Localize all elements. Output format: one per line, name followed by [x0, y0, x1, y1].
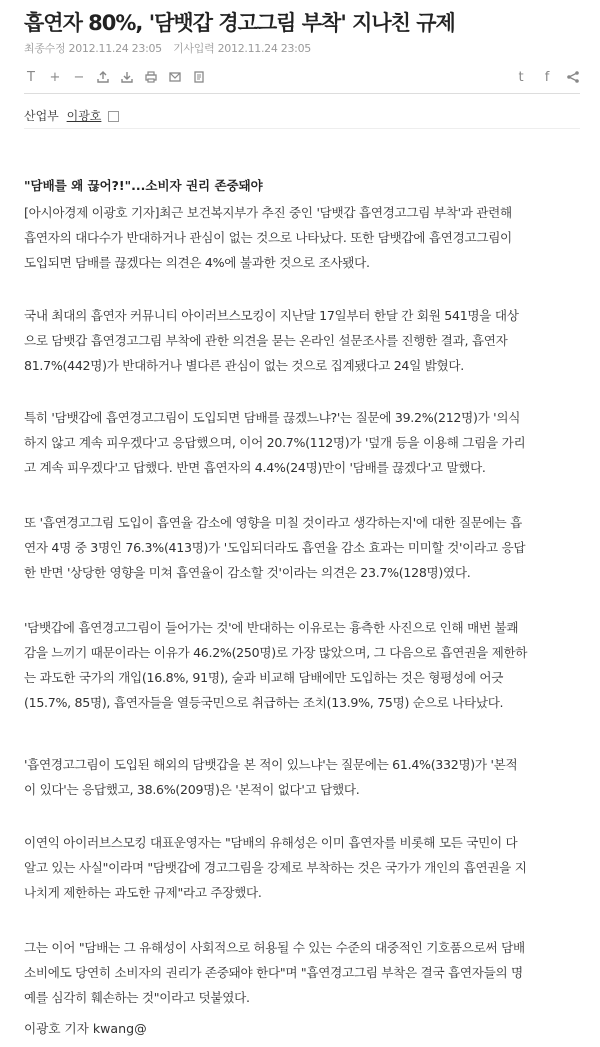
paragraph-line: 도입되면 담배를 끊겠다는 의견은 4%에 불과한 것으로 조사됐다. — [24, 255, 370, 270]
paragraph-line: 는 과도한 국가의 개입(16.8%, 91명), 술과 비교해 담배에만 도입하는 것은 형평성에 어긋 — [24, 670, 504, 685]
zoom-in-icon[interactable]: + — [49, 70, 61, 85]
department: 산업부 — [24, 109, 59, 123]
article-paragraph — [24, 752, 580, 802]
bookmark-icon[interactable] — [192, 70, 206, 86]
print-icon[interactable] — [144, 70, 158, 86]
paragraph-line: 나치게 제한하는 과도한 규제"라고 주장했다. — [24, 885, 262, 900]
article-title: 흡연자 80%, '담뱃갑 경고그림 부착' 지나친 규제 — [24, 11, 455, 35]
published-date: 기사입력 2012.11.24 23:05 — [173, 42, 311, 55]
paragraph-line: 흡연자의 대다수가 반대하거나 관심이 없는 것으로 나타났다. 또한 담뱃갑에 흡연경고그림이 — [24, 230, 512, 245]
text-size-icon[interactable]: T — [27, 70, 35, 85]
paragraph-line: 소비에도 당연히 소비자의 권리가 존중돼야 한다"며 "흡연경고그림 부착은 결국 흡연자들의 명 — [24, 965, 523, 980]
paragraph-line: 그는 이어 "담배는 그 유해성이 사회적으로 허용될 수 있는 수준의 대중적인 기호품으로써 담배 — [24, 940, 525, 955]
article-paragraph — [24, 510, 580, 585]
paragraph-line: 한 반면 '상당한 영향을 미쳐 흡연율이 감소할 것'이라는 의견은 23.7%(128명)였다. — [24, 565, 471, 580]
divider — [24, 128, 580, 129]
paragraph-line: 이 있다'는 응답했고, 38.6%(209명)은 '본적이 없다'고 답했다. — [24, 782, 360, 797]
paragraph-line: 특히 '담뱃갑에 흡연경고그림이 도입되면 담배를 끊겠느냐?'는 질문에 39.2%(212명)가 '의식 — [24, 410, 521, 425]
byline — [24, 107, 119, 124]
facebook-icon[interactable]: f — [544, 70, 550, 85]
article-paragraph — [24, 830, 580, 905]
paragraph-line: 국내 최대의 흡연자 커뮤니티 아이러브스모킹이 지난달 17일부터 한달 간 회원 541명을 대상 — [24, 308, 519, 323]
twitter-icon[interactable]: t — [518, 70, 524, 85]
upload-icon[interactable] — [96, 70, 110, 86]
article-subhead: "담배를 왜 끊어?!"...소비자 권리 존중돼야 — [24, 178, 263, 193]
article-paragraph — [24, 615, 580, 715]
paragraph-line: [아시아경제 이광호 기자]최근 보건복지부가 추진 중인 '담뱃갑 흡연경고그림 부착'과 관련해 — [24, 205, 512, 220]
reporter-signature: 이광호 기자 kwang@ — [24, 1021, 147, 1036]
paragraph-line: 81.7%(442명)가 반대하거나 별다른 관심이 없는 것으로 집계됐다고 24일 밝혔다. — [24, 358, 464, 373]
paragraph-line: 또 '흡연경고그림 도입이 흡연율 감소에 영향을 미칠 것이라고 생각하는지'에 대한 질문에는 흡 — [24, 515, 522, 530]
article-meta — [24, 40, 319, 56]
paragraph-line: 으로 담뱃갑 흡연경고그림 부착에 관한 의견을 묻는 온라인 설문조사를 진행한 결과, 흡연자 — [24, 333, 508, 348]
paragraph-line: 하지 않고 계속 피우겠다'고 응답했으며, 이어 20.7%(112명)가 '덮개 등을 이용해 그림을 가리 — [24, 435, 526, 450]
zoom-out-icon[interactable]: − — [73, 70, 85, 85]
author-link[interactable]: 이광호 — [66, 109, 102, 123]
paragraph-line: 예를 심각히 훼손하는 것"이라고 덧붙였다. — [24, 990, 250, 1005]
paragraph-line: (15.7%, 85명), 흡연자들을 열등국민으로 취급하는 조치(13.9%, 75명) 순으로 나타났다. — [24, 695, 504, 710]
paragraph-line: 고 계속 피우겠다'고 답했다. 반면 흡연자의 4.4%(24명)만이 '담배를 끊겠다'고 말했다. — [24, 460, 486, 475]
paragraph-line: 연자 4명 중 3명인 76.3%(413명)가 '도입되더라도 흡연율 감소 효과는 미미할 것'이라고 응답 — [24, 540, 526, 555]
article-toolbar — [24, 70, 580, 92]
article-paragraph — [24, 405, 580, 480]
divider — [24, 93, 580, 94]
external-link-icon[interactable] — [108, 111, 119, 122]
paragraph-line: 이연익 아이러브스모킹 대표운영자는 "담배의 유해성은 이미 흡연자를 비롯해 모든 국민이 다 — [24, 835, 518, 850]
paragraph-line: 알고 있는 사실"이라며 "담뱃갑에 경고그림을 강제로 부착하는 것은 국가가 개인의 흡연권을 지 — [24, 860, 527, 875]
paragraph-line: '담뱃갑에 흡연경고그림이 들어가는 것'에 반대하는 이유로는 흉측한 사진으로 인해 매번 불쾌 — [24, 620, 519, 635]
paragraph-line: '흡연경고그림이 도입된 해외의 담뱃갑을 본 적이 있느냐'는 질문에는 61.4%(332명)가 '본적 — [24, 757, 518, 772]
modified-date: 최종수정 2012.11.24 23:05 — [24, 42, 162, 55]
article-paragraph — [24, 303, 580, 378]
article-paragraph — [24, 935, 580, 1010]
paragraph-line: 감을 느끼기 때문이라는 이유가 46.2%(250명)로 가장 많았으며, 그 다음으로 흡연권을 제한하 — [24, 645, 528, 660]
article-paragraph — [24, 200, 580, 275]
download-icon[interactable] — [120, 70, 134, 86]
more-share-icon[interactable] — [566, 70, 580, 86]
mail-icon[interactable] — [168, 70, 182, 86]
